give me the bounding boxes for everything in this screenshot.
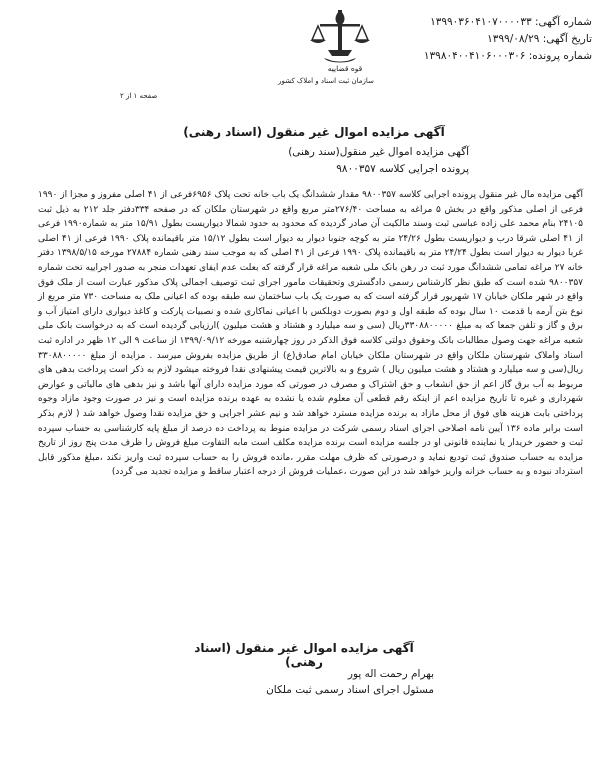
notice-meta (392, 14, 592, 65)
file-number: شماره پرونده: ۱۳۹۸۰۴۰۰۴۱۰۶۰۰۰۳۰۶ (423, 50, 592, 62)
logo-line-organization: سازمان ثبت اسناد و املاک کشور (278, 77, 374, 85)
closing-title: آگهی مزایده اموال غیر منقول (اسناد رهنی) (194, 641, 414, 669)
notice-number: شماره آگهی: ۱۳۹۹۰۳۶۰۴۱۰۷۰۰۰۰۳۳ (430, 16, 592, 28)
signatory-name: بهرام رحمت اله پور (347, 668, 434, 680)
subtitle-file: پرونده اجرایی کلاسه ۹۸۰۰۳۵۷ (336, 163, 469, 175)
signatory-role: مسئول اجرای اسناد رسمی ثبت ملکان (266, 684, 434, 696)
subtitle-notice: آگهی مزایده اموال غیر منقول(سند رهنی) (288, 146, 469, 158)
notice-body-text: آگهی مزایده مال غیر منقول پرونده اجرایی کلاسه ۹۸۰۰۳۵۷ مقدار ششدانگ یک باب خانه تحت پلاک ۶۹۵۶فرعی از ۴۱ اصلی مفروز و مجزا از ۱۹۹۰ فرعی از اصلی مذکور واقع در بخش ۵ مراغه به مساحت ۲۷۶/۴۰متر مربع واقع در شهرستان ملکان که در صفحه ۳۳۴دفتر جلد ۲۱۲ به ذیل ثبت ۲۴۱۰۵ بنام محمد علی زاده عباسی ثبت وسند مالکیت آن صادر گردیده که محدود به حدود شمالا دیواریست بطول ۱۵/۹۱ متر به شماره۱۹۹۰ فرعی از ۴۱ اصلی شرقا درب و دیواریست بطول ۲۴/۲۶ متر به کوچه جنوبا دیوار به دیوار است بطول ۱۵/۱۲ متر باقیمانده پلاک ۱۹۹۰ فرعی از ۴۱ اصلی غربا دیوار به دیوار است بطول ۲۴/۲۴ متر به باقیمانده پلاک ۱۹۹۰ فرعی از ۴۱ اصلی که به موجب سند رهنی شماره ۲۷۸۸۴ مورخه ۱۳۹۸/۵/۱۵ دفتر خانه ۲۷ مراغه تمامی ششدانگ مورد ثبت در رهن بانک ملی شعبه مراغه قرار گرفته که بعلت عدم ایفای تعهدات منجر به صدور اجراییه تحت شماره ۹۸۰۰۳۵۷ شده است که طبق نظر کارشناس رسمی دادگستری وتحقیقات مامور اجرای ثبت توصیف اجمالی پلاک مذکور عبارت است از ملک فوق واقع در شهر ملکان خیابان ۱۷ شهریور قرار گرفته است که به صورت یک باب ساختمان سه طبقه بوده که اعیانی ملک به مساحت ۷۳۰ متر مربع از نوع بتن آرمه با قدمت ۱۰ سال بوده که طبقه اول و دوم بصورت دوبلکس با اعیانی نماکاری شده و نصبیات پارکت و کاغذ دیواری دارای امتیاز آب و برق و گاز و تلفن جمعا که به مبلغ ۳۳۰۸۸۰۰۰۰۰ریال (سی و سه میلیارد و هشتاد و هشت میلیون )ارزیابی گردیده است که به درخواست بانک ملی شعبه مراغه جهت وصول مطالبات بانک وحقوق دولتی کلاسه فوق الذکر در روز چهارشنبه مورخه ۱۳۹۹/۰۹/۱۲ از ساعت ۹ الی ۱۲ ظهر در اداره ثبت اسناد واملاک شهرستان ملکان واقع در شهرستان ملکان خیابان امام صادق(ع) از طریق مزایده بفروش میرسد . مزایده از مبلغ ۳۳۰۸۸۰۰۰۰۰ ریال(سی و سه میلیارد و هشتاد و هشت میلیون ریال ) شروع و به بالاترین قیمت پیشنهادی نقدا فروخته میشود لازم به ذکر است پرداخت بدهی های مربوط به آب برق گاز اعم از حق انشعاب و حق اشتراک و مصرف در صورتی که مورد مزایده دارای آنها باشد و نیز بدهی های مالیاتی و عوارض شهرداری و غیره تا تاریخ مزایده اعم از اینکه رقم قطعی آن معلوم شده یا نشده به عهده برنده مزایده است و نیز در صورت وجود مازاد وجوه پرداختی بابت هزینه های فوق از محل مازاد به برنده مزایده مسترد خواهد شد و نیم عشر اجرایی و حق مزایده نقدا وصول خواهد شد ( لازم بذکر است برابر ماده ۱۳۶ آیین نامه اصلاحی اجرای اسناد رسمی شرکت در مزایده منوط به پرداخت ده درصد از مبلغ پایه کارشناسی به حساب سپرده ثبت و حضور خریدار یا نماینده قانونی او در جلسه مزایده است برنده مزایده مکلف است مابه التفاوت مبلغ فروش را ظرف مدت پنج روز از تاریخ مزایده به حساب صندوق ثبت تودیع نماید و درصورتی که ظرف مهلت مقرر ،مانده فروش را به حساب سپرده ثبت واریز نکند ،مبلغ مذکور قابل استرداد نبوده و به حساب خزانه واریز خواهد شد در این صورت ،عملیات فروش از درجه اعتبار ساقط و مزایده تجدید می گردد) (38, 190, 584, 478)
notice-date: تاریخ آگهی: ۱۳۹۹/۰۸/۲۹ (487, 33, 592, 45)
logo-line-judiciary: قوه قضاییه (327, 64, 363, 73)
page-title: آگهی مزایده اموال غیر منقول (اسناد رهنی) (183, 125, 445, 139)
page-number: صفحه ۱ از ۲ (120, 92, 158, 100)
